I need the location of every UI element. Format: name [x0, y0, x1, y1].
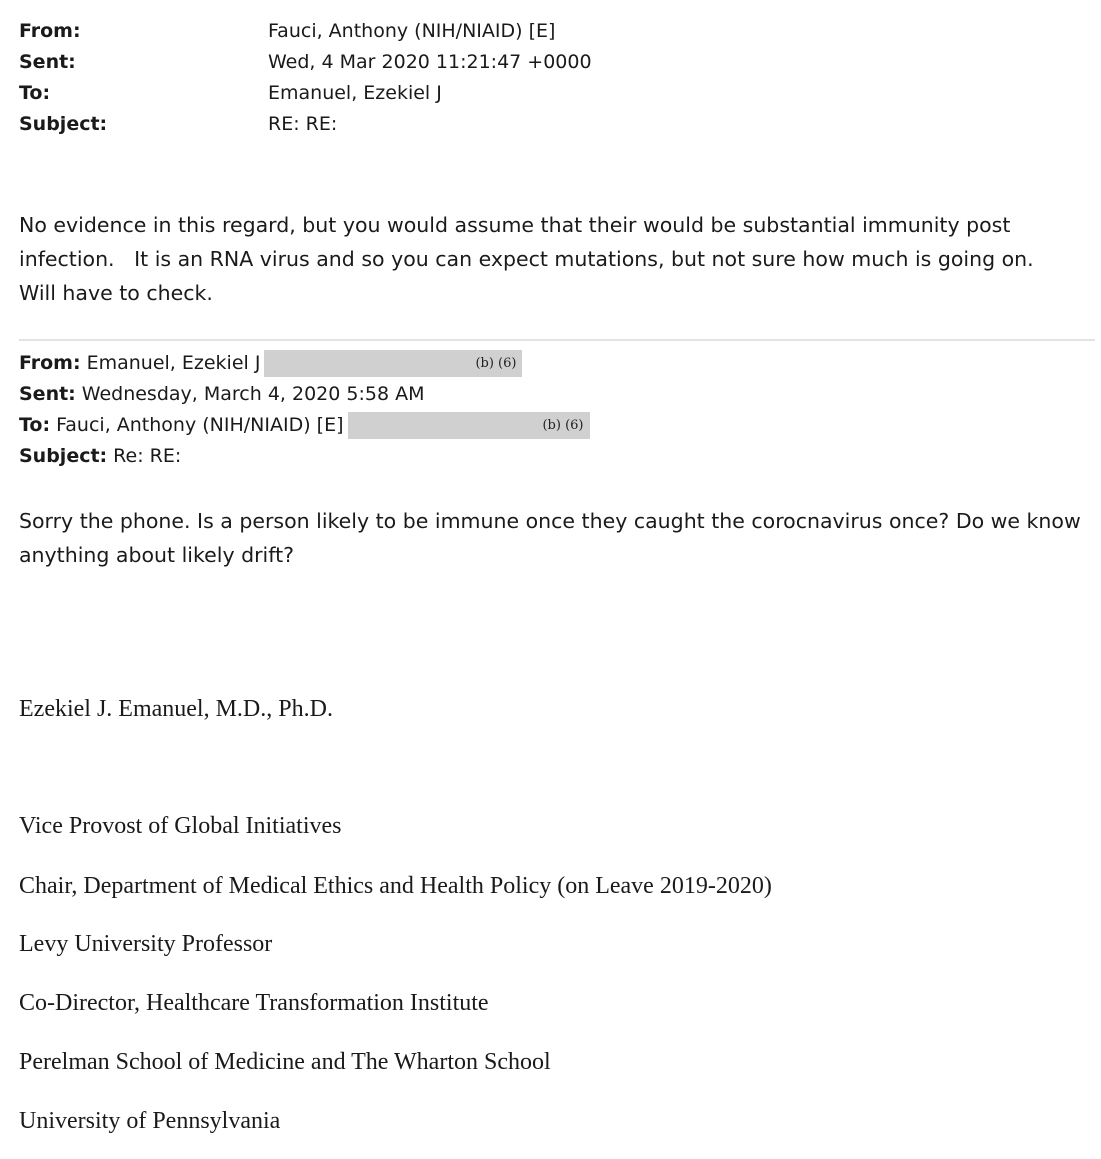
subject-label: Subject:	[19, 113, 108, 135]
header-sent-row	[19, 47, 1089, 78]
email-header	[19, 16, 1089, 140]
redaction-block	[348, 412, 590, 439]
signature-line: University of Pennsylvania	[19, 1108, 281, 1134]
sent-label: Sent:	[19, 51, 76, 73]
redaction-code: (b) (6)	[475, 356, 517, 371]
quoted-from-label: From:	[19, 352, 81, 374]
signature-line: Levy University Professor	[19, 931, 273, 957]
quoted-sent-value: Wednesday, March 4, 2020 5:58 AM	[81, 383, 425, 405]
sent-value: Wed, 4 Mar 2020 11:21:47 +0000	[268, 51, 592, 73]
quoted-from-row	[19, 348, 1089, 379]
quoted-subject-value: Re: RE:	[113, 445, 182, 467]
redaction-code: (b) (6)	[542, 418, 584, 433]
quoted-subject-row	[19, 441, 1089, 472]
quoted-to-label: To:	[19, 414, 51, 436]
quoted-sent-label: Sent:	[19, 383, 76, 405]
subject-value: RE: RE:	[268, 113, 338, 135]
quoted-to-row	[19, 410, 1089, 441]
header-from-row	[19, 16, 1089, 47]
header-subject-row	[19, 109, 1089, 140]
from-value: Fauci, Anthony (NIH/NIAID) [E]	[268, 20, 556, 42]
to-label: To:	[19, 82, 51, 104]
reply-body: No evidence in this regard, but you would assume that their would be substantial immunity post infection. It is an RNA virus and so you can expect mutations, but not sure how much is going on. Will have to check.	[19, 213, 1054, 305]
redaction-block	[264, 350, 522, 377]
message-divider	[19, 339, 1095, 341]
signature-name: Ezekiel J. Emanuel, M.D., Ph.D.	[19, 696, 333, 722]
signature-line: Chair, Department of Medical Ethics and Health Policy (on Leave 2019-2020)	[19, 873, 772, 899]
quoted-body: Sorry the phone. Is a person likely to be immune once they caught the corocnavirus once? Do we know anything about likely drift?	[19, 509, 1081, 567]
to-value: Emanuel, Ezekiel J	[268, 82, 442, 104]
signature-line: Co-Director, Healthcare Transformation Institute	[19, 990, 489, 1016]
quoted-header	[19, 348, 1089, 472]
quoted-subject-label: Subject:	[19, 445, 108, 467]
quoted-to-value: Fauci, Anthony (NIH/NIAID) [E]	[56, 414, 344, 436]
quoted-sent-row	[19, 379, 1089, 410]
quoted-from-value: Emanuel, Ezekiel J	[86, 352, 261, 374]
signature-line: Perelman School of Medicine and The Wharton School	[19, 1049, 551, 1075]
header-to-row	[19, 78, 1089, 109]
from-label: From:	[19, 20, 81, 42]
signature-line: Vice Provost of Global Initiatives	[19, 813, 342, 839]
